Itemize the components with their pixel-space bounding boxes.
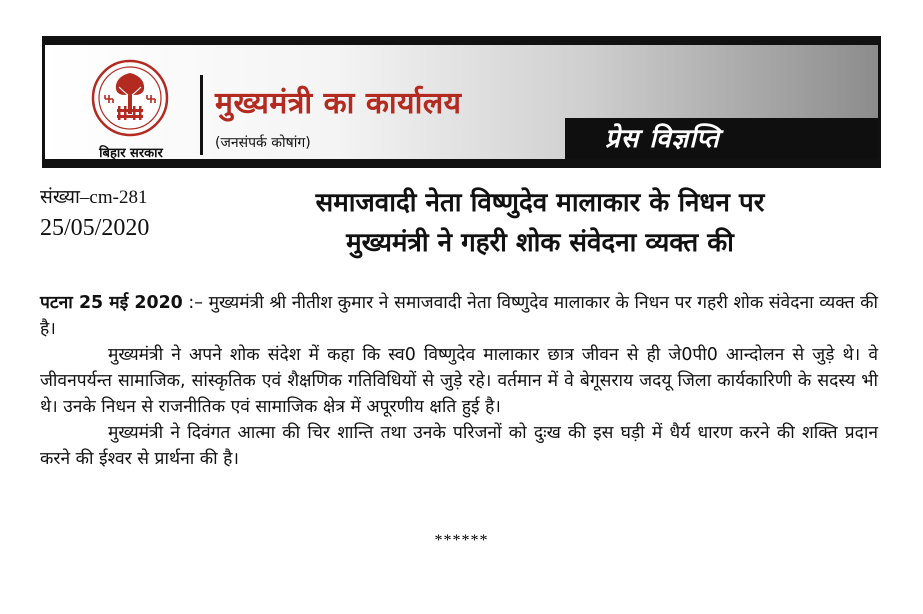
release-body [40,290,878,472]
end-mark: ****** [434,532,489,549]
reference-block [40,185,149,245]
paragraph-1 [40,290,878,342]
office-title: मुख्यमंत्री का कार्यालय [215,86,462,121]
press-release-header [42,36,881,168]
seal-caption: बिहार सरकार [99,146,163,161]
reference-number: संख्या–cm-281 [40,187,148,208]
press-release-label: प्रेस विज्ञप्ति [605,124,720,154]
office-subtitle: (जनसंपर्क कोषांग) [215,135,311,151]
dateline: पटना 25 मई 2020 [40,293,183,313]
paragraph-1-text: :– मुख्यमंत्री श्री नीतीश कुमार ने समाजवादी नेता विष्णुदेव मालाकार के निधन पर गहरी शोक संवेदना व्यक्त की है। [40,293,878,339]
paragraph-3: मुख्यमंत्री ने दिवंगत आत्मा की चिर शान्ति तथा उनके परिजनों को दुःख की इस घड़ी में धैर्य धारण करने की शक्ति प्रदान करने की ईश्वर से प्रार्थना की है। [40,423,878,469]
paragraph-2: मुख्यमंत्री ने अपने शोक संदेश में कहा कि स्व0 विष्णुदेव मालाकार छात्र जीवन से ही जे0पी0 आन्दोलन से जुड़े थे। वे जीवनपर्यन्त सामाजिक, सांस्कृतिक एवं शैक्षणिक गतिविधियों से जुड़े रहे। वर्तमान में वे बेगूसराय जदयू जिला कार्यकारिणी के सदस्य भी थे। उनके निधन से राजनीतिक एवं सामाजिक क्षेत्र में अपूरणीय क्षति हुई है। [40,345,878,417]
headline [180,183,900,263]
header-divider [200,75,203,155]
bihar-government-seal-icon [91,59,169,137]
headline-line-2: मुख्यमंत्री ने गहरी शोक संवेदना व्यक्त की [346,228,734,258]
reference-date: 25/05/2020 [40,215,150,241]
headline-line-1: समाजवादी नेता विष्णुदेव मालाकार के निधन पर [315,188,765,218]
